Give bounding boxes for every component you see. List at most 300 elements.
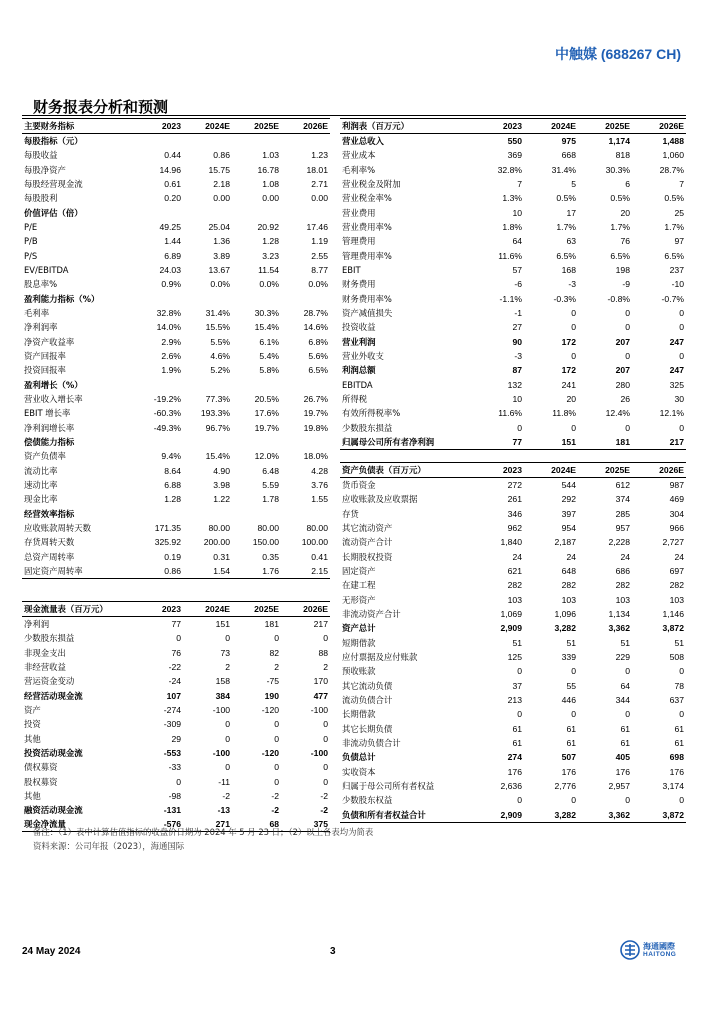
cell-value: 107 bbox=[166, 690, 181, 701]
cell-value: 217 bbox=[632, 435, 686, 450]
cell-value: 24 bbox=[566, 551, 576, 562]
cell-value: 25 bbox=[674, 207, 684, 218]
cell-value: 0.20 bbox=[164, 193, 181, 204]
row-label: 负债总计 bbox=[342, 752, 376, 763]
cell-value: 325 bbox=[669, 379, 684, 390]
row-label: 其它流动负债 bbox=[342, 680, 393, 691]
table-row bbox=[22, 148, 330, 162]
cell-value: 77 bbox=[470, 435, 524, 450]
cell-value: 96.7% bbox=[205, 422, 230, 433]
cell-value: 5.59 bbox=[262, 480, 279, 491]
year-header: 2023 bbox=[134, 602, 183, 617]
row-label: 长期股权投资 bbox=[342, 551, 393, 562]
table-row bbox=[340, 277, 686, 291]
cell-value: 1.22 bbox=[213, 494, 230, 505]
cell-value: 2 bbox=[323, 661, 328, 672]
cell-value: 61 bbox=[620, 723, 630, 734]
table-row bbox=[22, 617, 330, 632]
cell-value: 0 bbox=[225, 719, 230, 730]
cell-value: 5.6% bbox=[308, 350, 328, 361]
row-label: 营运资金变动 bbox=[24, 676, 75, 687]
table-row bbox=[340, 234, 686, 248]
year-header: 2026E bbox=[281, 602, 330, 617]
cell-value: 172 bbox=[561, 336, 576, 347]
cell-value: 0 bbox=[625, 709, 630, 720]
cell-value: 397 bbox=[561, 508, 576, 519]
table-row bbox=[340, 722, 686, 736]
cell-value: 100.00 bbox=[301, 537, 328, 548]
row-label: 资产 bbox=[24, 704, 41, 715]
cell-value: 247 bbox=[669, 365, 684, 376]
table-row bbox=[340, 535, 686, 549]
row-label: 存货 bbox=[342, 508, 359, 519]
row-label: 营业利润 bbox=[342, 336, 376, 347]
cell-value: 3.89 bbox=[213, 250, 230, 261]
row-label: 净利润率 bbox=[24, 322, 58, 333]
cell-value: 15.4% bbox=[205, 451, 230, 462]
cell-value: 150.00 bbox=[252, 537, 279, 548]
table-row bbox=[340, 693, 686, 707]
year-header: 2024E bbox=[524, 463, 578, 478]
cell-value: 190 bbox=[264, 690, 279, 701]
cell-value: 0 bbox=[323, 719, 328, 730]
cell-value: -120 bbox=[261, 747, 279, 758]
cell-value: 2,776 bbox=[554, 781, 576, 792]
cell-value: 698 bbox=[669, 752, 684, 763]
cell-value: 0 bbox=[571, 422, 576, 433]
cell-value: 0 bbox=[679, 795, 684, 806]
table-row bbox=[22, 349, 330, 363]
cell-value: -0.7% bbox=[661, 293, 684, 304]
cell-value: 1.54 bbox=[183, 564, 232, 579]
cell-value: 32.8% bbox=[156, 307, 181, 318]
cell-value: 20 bbox=[620, 207, 630, 218]
cell-value: 168 bbox=[561, 264, 576, 275]
cell-value: 1.28 bbox=[262, 236, 279, 247]
cell-value: 2.6% bbox=[161, 350, 181, 361]
cell-value: 49.25 bbox=[159, 221, 181, 232]
row-label: 毛利率% bbox=[342, 164, 376, 175]
data-source-note: 资料来源：公司年报（2023），海通国际 bbox=[33, 841, 185, 851]
cell-value: 103 bbox=[615, 594, 630, 605]
cell-value: 51 bbox=[566, 637, 576, 648]
cell-value: 6.5% bbox=[664, 250, 684, 261]
row-label: 应收账款及应收票据 bbox=[342, 494, 418, 505]
table-row bbox=[340, 349, 686, 363]
cell-value: 17.6% bbox=[254, 408, 279, 419]
row-label: 每股经营现金流 bbox=[24, 178, 83, 189]
cell-value: 271 bbox=[183, 817, 232, 832]
cell-value: 80.00 bbox=[306, 523, 328, 534]
table-row bbox=[22, 774, 330, 788]
cell-value: 375 bbox=[281, 817, 330, 832]
table-row bbox=[22, 464, 330, 478]
cell-value: 20.5% bbox=[254, 394, 279, 405]
table-row bbox=[22, 205, 330, 219]
cell-value: -120 bbox=[261, 704, 279, 715]
cell-value: 176 bbox=[507, 766, 522, 777]
cell-value: 19.7% bbox=[254, 422, 279, 433]
cell-value: 6.5% bbox=[610, 250, 630, 261]
table-row bbox=[340, 664, 686, 678]
table-row bbox=[340, 435, 686, 450]
row-label: 预收账款 bbox=[342, 666, 376, 677]
row-label: 流动资产合计 bbox=[342, 537, 393, 548]
row-label: 现金净流量 bbox=[22, 817, 134, 832]
cell-value: 37 bbox=[512, 680, 522, 691]
table-row bbox=[22, 492, 330, 506]
cell-value: 477 bbox=[313, 690, 328, 701]
cell-value: 0.35 bbox=[262, 551, 279, 562]
cell-value: 550 bbox=[507, 136, 522, 146]
cell-value: 975 bbox=[561, 136, 576, 146]
cell-value: 0 bbox=[274, 719, 279, 730]
cell-value: -100 bbox=[212, 704, 230, 715]
cell-value: 0 bbox=[517, 666, 522, 677]
row-label: 营业税金及附加 bbox=[342, 178, 401, 189]
row-label: 少数股东权益 bbox=[342, 795, 393, 806]
table-row bbox=[340, 191, 686, 205]
cell-value: 697 bbox=[669, 565, 684, 576]
cell-value: 103 bbox=[561, 594, 576, 605]
table-row bbox=[22, 645, 330, 659]
cell-value: -10 bbox=[671, 279, 684, 290]
cell-value: 1,134 bbox=[608, 608, 630, 619]
row-label: 管理费用 bbox=[342, 236, 376, 247]
row-label: 资产负债率 bbox=[24, 451, 66, 462]
cell-value: 6.8% bbox=[308, 336, 328, 347]
row-label: 营业费用率% bbox=[342, 221, 392, 232]
cell-value: 612 bbox=[615, 480, 630, 490]
cell-value bbox=[183, 435, 232, 449]
cell-value: 158 bbox=[215, 676, 230, 687]
year-header: 2024E bbox=[183, 119, 232, 134]
row-label: 非现金支出 bbox=[24, 647, 66, 658]
year-header: 2025E bbox=[232, 602, 281, 617]
cell-value: 12.0% bbox=[254, 451, 279, 462]
row-label: 总资产周转率 bbox=[24, 551, 75, 562]
row-label: 每股净资产 bbox=[24, 164, 66, 175]
table-row bbox=[22, 406, 330, 420]
row-label: 少数股东损益 bbox=[24, 633, 75, 644]
cell-value: 0 bbox=[625, 322, 630, 333]
cell-value: 384 bbox=[215, 690, 230, 701]
cell-value: 0 bbox=[571, 350, 576, 361]
cell-value: 10 bbox=[512, 207, 522, 218]
cell-value: 1.3% bbox=[502, 193, 522, 204]
table-row bbox=[22, 392, 330, 406]
table-row bbox=[340, 635, 686, 649]
cell-value: 61 bbox=[620, 738, 630, 749]
table-notes: 备注：（1）表中计算估值指标的收盘价日期为 2024 年 5 月 23 日；（2）以上各表均为简表 bbox=[33, 827, 374, 837]
cell-value: 346 bbox=[507, 508, 522, 519]
cell-value: 0 bbox=[625, 795, 630, 806]
table-row bbox=[22, 248, 330, 262]
row-label: 资产回报率 bbox=[24, 350, 66, 361]
cell-value: -22 bbox=[168, 661, 181, 672]
cell-value: 0 bbox=[679, 666, 684, 677]
table-row bbox=[22, 263, 330, 277]
row-label: 营业外收支 bbox=[342, 350, 384, 361]
row-label: 净利润增长率 bbox=[24, 422, 75, 433]
cell-value: 77 bbox=[171, 619, 181, 629]
row-label: 非流动资产合计 bbox=[342, 608, 401, 619]
cell-value: -2 bbox=[320, 790, 328, 801]
table-row bbox=[22, 564, 330, 579]
cell-value: 469 bbox=[669, 494, 684, 505]
row-label: 负债和所有者权益合计 bbox=[340, 808, 470, 823]
cell-value: 0.0% bbox=[308, 279, 328, 290]
table-row bbox=[22, 277, 330, 291]
cell-value: 125 bbox=[507, 651, 522, 662]
cell-value: 30.3% bbox=[254, 307, 279, 318]
cell-value: -100 bbox=[310, 747, 328, 758]
row-label: 投资活动现金流 bbox=[24, 747, 83, 758]
cell-value: 29 bbox=[171, 733, 181, 744]
table-row bbox=[340, 736, 686, 750]
cell-value: 0 bbox=[323, 633, 328, 644]
cell-value: 5.4% bbox=[259, 350, 279, 361]
row-label: 毛利率 bbox=[24, 307, 50, 318]
cell-value bbox=[134, 205, 183, 219]
cell-value: 2.9% bbox=[161, 336, 181, 347]
table-row bbox=[340, 521, 686, 535]
cell-value: 7 bbox=[679, 178, 684, 189]
row-label: P/E bbox=[24, 221, 38, 232]
cell-value: 57 bbox=[512, 264, 522, 275]
table-row bbox=[22, 746, 330, 760]
cell-value: 0 bbox=[625, 307, 630, 318]
cell-value: 73 bbox=[220, 647, 230, 658]
row-label: 固定资产 bbox=[342, 565, 376, 576]
cell-value: 1.44 bbox=[164, 236, 181, 247]
cell-value: 5.8% bbox=[259, 365, 279, 376]
cell-value: 11.6% bbox=[498, 408, 522, 419]
cell-value: 0 bbox=[679, 307, 684, 318]
table-row bbox=[340, 607, 686, 621]
row-label: 偿债能力指标 bbox=[24, 437, 75, 448]
cell-value: 207 bbox=[615, 336, 630, 347]
cell-value: 1.28 bbox=[164, 494, 181, 505]
table-row bbox=[22, 674, 330, 688]
table-row bbox=[22, 177, 330, 191]
table-row bbox=[22, 789, 330, 803]
cell-value: 77.3% bbox=[205, 394, 230, 405]
cell-value bbox=[183, 291, 232, 305]
table-row bbox=[22, 363, 330, 377]
cell-value: 0 bbox=[225, 762, 230, 773]
cell-value bbox=[183, 378, 232, 392]
cell-value: 19.7% bbox=[303, 408, 328, 419]
cell-value: 0 bbox=[323, 762, 328, 773]
cell-value: 1.76 bbox=[232, 564, 281, 579]
row-label: 融资活动现金流 bbox=[24, 805, 83, 816]
table-row bbox=[22, 631, 330, 645]
table-row bbox=[22, 306, 330, 320]
cell-value: 668 bbox=[561, 150, 576, 161]
row-label: 每股收益 bbox=[24, 150, 58, 161]
cell-value: 14.6% bbox=[303, 322, 328, 333]
cell-value: 31.4% bbox=[551, 164, 576, 175]
cell-value: -100 bbox=[212, 747, 230, 758]
cell-value: 198 bbox=[615, 264, 630, 275]
cell-value: 0.00 bbox=[311, 193, 328, 204]
cell-value: 0.0% bbox=[210, 279, 230, 290]
haitong-logo bbox=[620, 940, 690, 962]
cell-value: 5 bbox=[571, 178, 576, 189]
cell-value: 4.28 bbox=[311, 465, 328, 476]
table-row bbox=[340, 650, 686, 664]
row-label: 营业总收入 bbox=[342, 136, 384, 146]
row-label: EBITDA bbox=[342, 379, 373, 390]
cell-value: 1,060 bbox=[662, 150, 684, 161]
table-row bbox=[340, 478, 686, 493]
row-label: 净利润 bbox=[24, 619, 50, 629]
cell-value bbox=[232, 435, 281, 449]
cell-value: -131 bbox=[163, 805, 181, 816]
cell-value: 55 bbox=[566, 680, 576, 691]
table-row bbox=[340, 765, 686, 779]
row-label: 应收账款周转天数 bbox=[24, 523, 91, 534]
cell-value: 0 bbox=[176, 776, 181, 787]
table-row bbox=[340, 421, 686, 435]
row-label: 资产减值损失 bbox=[342, 307, 393, 318]
cell-value: -2 bbox=[271, 805, 279, 816]
cell-value: 3.98 bbox=[213, 480, 230, 491]
cell-value: 1,069 bbox=[500, 608, 522, 619]
table-row bbox=[340, 248, 686, 262]
cell-value bbox=[281, 291, 330, 305]
cell-value: 2.18 bbox=[213, 178, 230, 189]
row-label: EBIT 增长率 bbox=[24, 408, 71, 419]
cell-value: 4.6% bbox=[210, 350, 230, 361]
cell-value: 1,840 bbox=[500, 537, 522, 548]
cell-value: 0 bbox=[274, 633, 279, 644]
cell-value: 217 bbox=[313, 619, 328, 629]
table-row bbox=[22, 191, 330, 205]
row-label: P/S bbox=[24, 250, 38, 261]
row-label: 经营效率指标 bbox=[24, 508, 75, 519]
cell-value: 957 bbox=[615, 522, 630, 533]
year-header: 2026E bbox=[632, 119, 686, 134]
cell-value: -553 bbox=[163, 747, 181, 758]
cell-value: 3,362 bbox=[608, 623, 630, 634]
cell-value: 1,488 bbox=[662, 136, 684, 146]
cell-value: 90 bbox=[512, 336, 522, 347]
cell-value: 176 bbox=[561, 766, 576, 777]
row-label: 短期借款 bbox=[342, 637, 376, 648]
section-title: 财务报表分析和预测 bbox=[33, 98, 169, 116]
cell-value: 1.8% bbox=[502, 221, 522, 232]
cell-value: 24 bbox=[620, 551, 630, 562]
cell-value: 0 bbox=[679, 709, 684, 720]
cell-value: 3,362 bbox=[578, 808, 632, 823]
cell-value: 14.0% bbox=[156, 322, 181, 333]
cell-value: 3,282 bbox=[554, 623, 576, 634]
cell-value: 0 bbox=[625, 350, 630, 361]
year-header: 2026E bbox=[632, 463, 686, 478]
cell-value bbox=[134, 507, 183, 521]
row-label: 价值评估（倍） bbox=[24, 207, 83, 218]
table-row bbox=[22, 717, 330, 731]
cell-value: 1.78 bbox=[262, 494, 279, 505]
cell-value: 88 bbox=[318, 647, 328, 658]
section-divider bbox=[22, 115, 686, 116]
cell-value: 0 bbox=[517, 795, 522, 806]
cell-value bbox=[183, 134, 232, 149]
cell-value: 20.92 bbox=[257, 221, 279, 232]
row-label: 速动比率 bbox=[24, 480, 58, 491]
table-header-row bbox=[22, 119, 330, 134]
cell-value: 193.3% bbox=[200, 408, 230, 419]
cell-value: 0 bbox=[323, 776, 328, 787]
cell-value: 61 bbox=[512, 723, 522, 734]
cell-value: 26 bbox=[620, 394, 630, 405]
cell-value: 24 bbox=[674, 551, 684, 562]
cell-value: 405 bbox=[615, 752, 630, 763]
haitong-logo-icon bbox=[620, 940, 640, 960]
cell-value: 1,146 bbox=[662, 608, 684, 619]
table-row bbox=[22, 320, 330, 334]
table-row bbox=[22, 478, 330, 492]
table-row bbox=[22, 703, 330, 717]
table-title: 资产负债表（百万元） bbox=[340, 463, 470, 478]
cell-value: 2,636 bbox=[500, 781, 522, 792]
table-row bbox=[22, 550, 330, 564]
cell-value: 621 bbox=[507, 565, 522, 576]
table-row bbox=[340, 220, 686, 234]
cell-value: 13.67 bbox=[208, 264, 230, 275]
cell-value: 0.5% bbox=[610, 193, 630, 204]
cell-value: 61 bbox=[674, 738, 684, 749]
report-header-title: 中触媒 (688267 CH) bbox=[554, 46, 681, 62]
table-row bbox=[22, 731, 330, 745]
cell-value bbox=[281, 205, 330, 219]
row-label: 有效所得税率% bbox=[342, 408, 401, 419]
row-label: 少数股东损益 bbox=[342, 422, 393, 433]
cell-value: 11.54 bbox=[258, 264, 279, 275]
cell-value bbox=[281, 435, 330, 449]
year-header: 2026E bbox=[281, 119, 330, 134]
cell-value: 1.55 bbox=[311, 494, 328, 505]
row-label: 非经营收益 bbox=[24, 661, 66, 672]
row-label: 投资收益 bbox=[342, 322, 376, 333]
cell-value: -3 bbox=[514, 350, 522, 361]
cell-value: 292 bbox=[561, 494, 576, 505]
year-header: 2025E bbox=[232, 119, 281, 134]
row-label: 应付票据及应付账款 bbox=[342, 651, 418, 662]
cell-value: 213 bbox=[507, 694, 522, 705]
cell-value: 12.1% bbox=[659, 408, 684, 419]
table-row bbox=[340, 162, 686, 176]
cell-value: -1 bbox=[514, 307, 522, 318]
cell-value: 954 bbox=[561, 522, 576, 533]
cell-value: 247 bbox=[669, 336, 684, 347]
cell-value: 261 bbox=[507, 494, 522, 505]
row-label: 存货周转天数 bbox=[24, 537, 75, 548]
row-label: 其它流动资产 bbox=[342, 522, 393, 533]
row-label: 现金比率 bbox=[24, 494, 58, 505]
year-header: 2023 bbox=[134, 119, 183, 134]
cell-value: 0.00 bbox=[213, 193, 230, 204]
table-row bbox=[340, 707, 686, 721]
table-row bbox=[340, 808, 686, 823]
table-row bbox=[340, 334, 686, 348]
cell-value: 64 bbox=[512, 236, 522, 247]
table-row bbox=[22, 449, 330, 463]
row-label: P/B bbox=[24, 236, 38, 247]
cell-value bbox=[134, 291, 183, 305]
